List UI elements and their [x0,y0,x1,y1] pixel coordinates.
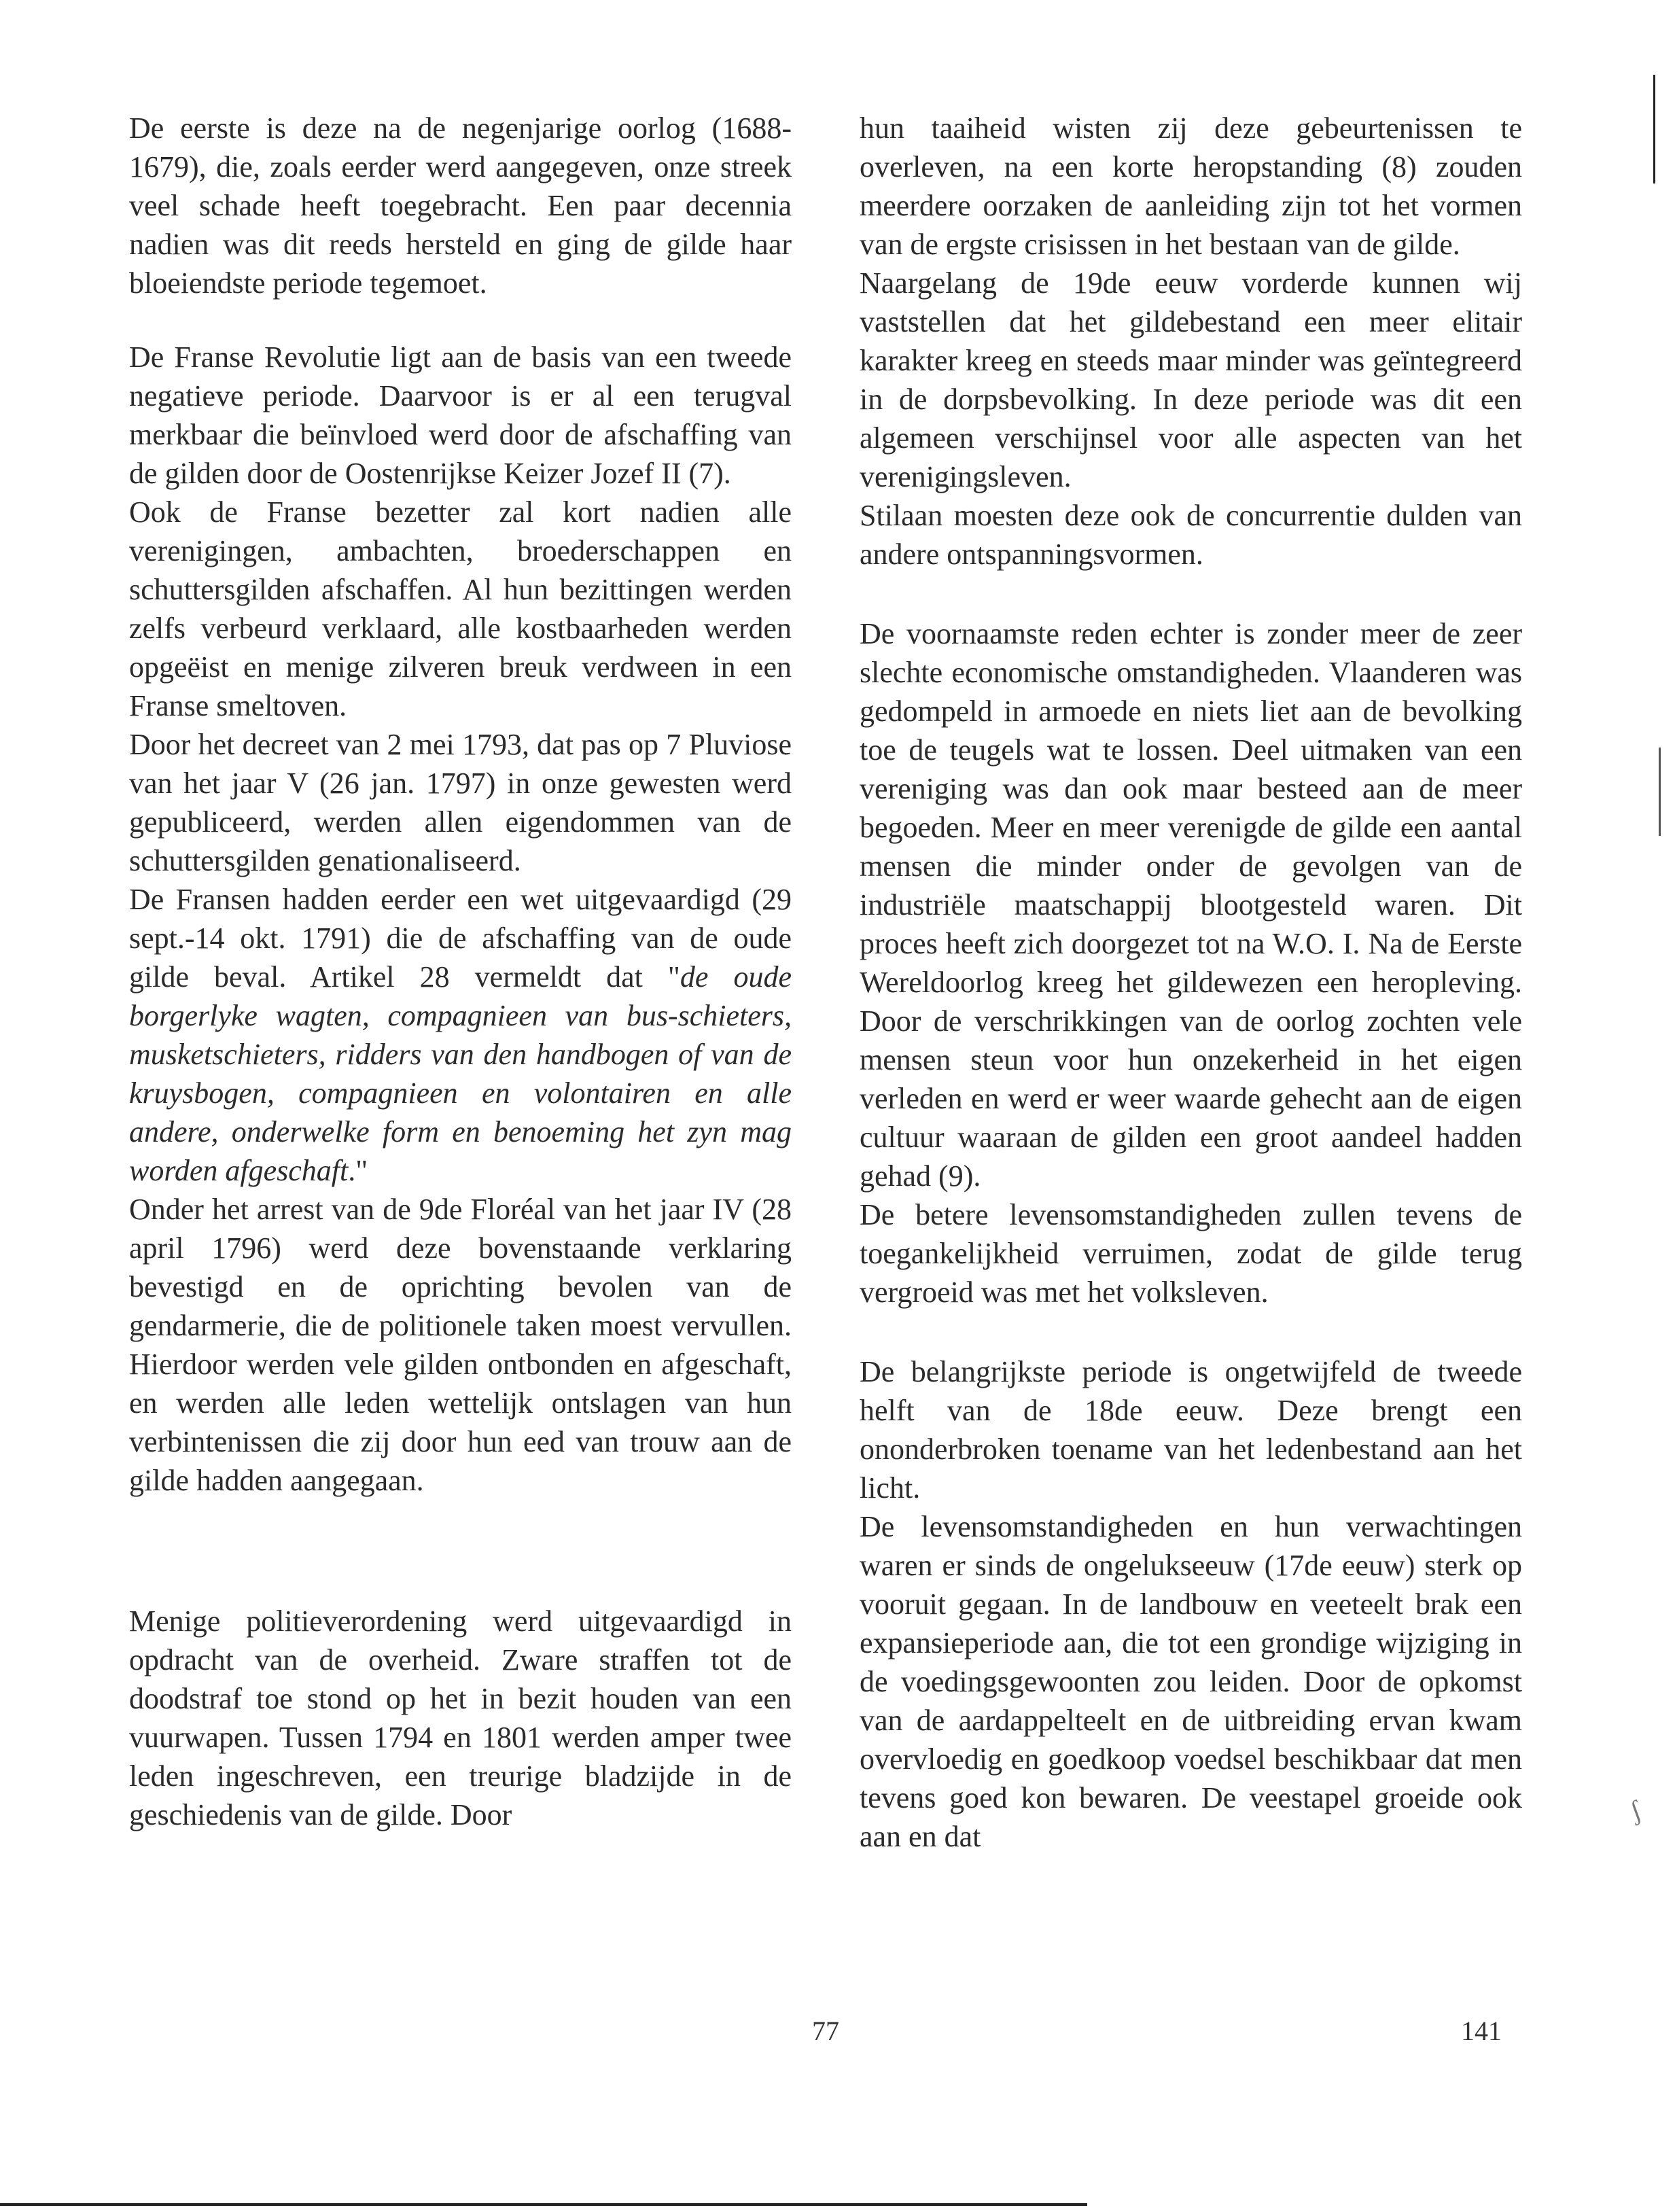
paragraph-verwachtingen: De levensomstandigheden en hun verwachtingen waren er sinds de ongelukseeuw (17de eeuw) sterk op vooruit gegaan. In de landbouw en veeteelt brak een expansieperiode aan, die tot een grondige wijziging in de voedingsgewoonten zou leiden. Door de opkomst van de aardappelteelt en de uitbreiding ervan kwam overvloedig en goedkoop voedsel beschikbaar dat men tevens goed kon bewaren. De veestapel groeide ook aan en dat [860,1510,1522,1853]
paragraph-economische-omstandigheden: De voornaamste reden echter is zonder meer de zeer slechte economische omstandigheden. Vlaanderen was gedompeld in armoede en niets liet aan de bevolking toe de teugels wat te lossen. Deel uitmaken van een vereniging was dan ook maar besteed aan de meer begoeden. Meer en meer verenigde de gilde een aantal mensen die minder onder de gevolgen van de industriële maatschappij blootgesteld waren. Dit proces heeft zich doorgezet tot na W.O. I. Na de Eerste Wereldoorlog kreeg het gildewezen een heropleving. Door de verschrikkingen van de oorlog zochten vele mensen steun voor hun onzekerheid in het eigen verleden en werd er weer waarde gehecht aan de eigen cultuur waaraan de gilden een groot aandeel hadden gehad (9). [860,617,1522,1193]
scan-bottom-edge [0,2203,1087,2206]
left-column [129,109,792,1834]
paragraph-wet-1791 [129,880,792,1190]
wet-1791-close: ." [348,1154,368,1187]
paragraph-negenjarige-oorlog: De eerste is deze na de negenjarige oorlog (1688-1679), die, zoals eerder werd aangegeven, onze streek veel schade heeft toegebracht. Een paar decennia nadien was dit reeds hersteld en ging de gilde haar bloeiendste periode tegemoet. [129,111,792,300]
paragraph-decreet-1793: Door het decreet van 2 mei 1793, dat pas op 7 Pluviose van het jaar V (26 jan. 1797) in onze gewesten werd gepubliceerd, werden allen eigendommen van de schuttersgilden genationaliseerd. [129,728,792,877]
paragraph-levensomstandigheden: De betere levensomstandigheden zullen tevens de toegankelijkheid verruimen, zodat de gilde terug vergroeid was met het volksleven. [860,1198,1522,1309]
paragraph-franse-revolutie: De Franse Revolutie ligt aan de basis van een tweede negatieve periode. Daarvoor is er al een terugval merkbaar die beïnvloed werd door de afschaffing van de gilden door de Oostenrijkse Keizer Jozef II (7). [129,340,792,490]
paragraph-politieverordening: Menige politieverordening werd uitgevaardigd in opdracht van de overheid. Zware straffen tot de doodstraf toe stond op het in bezit houden van een vuurwapen. Tussen 1794 en 1801 werden amper twee leden ingeschreven, een treurige bladzijde in de geschiedenis van de gilde. Door [129,1604,792,1831]
page-number-right: 141 [1461,2016,1502,2046]
scan-edge-line-lower [1659,748,1661,836]
paragraph-concurrentie: Stilaan moesten deze ook de concurrentie dulden van andere ontspanningsvormen. [860,499,1522,571]
paragraph-belangrijkste-periode: De belangrijkste periode is ongetwijfeld de tweede helft van de 18de eeuw. Deze brengt een ononderbroken toename van het ledenbestand aan het licht. [860,1355,1522,1505]
wet-1791-text: De Fransen hadden eerder een wet uitgevaardigd (29 sept.-14 okt. 1791) die de afschaffing van de oude gilde beval. Artikel 28 vermeldt dat " [129,883,792,994]
paragraph-taaiheid: hun taaiheid wisten zij deze gebeurtenissen te overleven, na een korte heropstanding (8) zouden meerdere oorzaken de aanleiding zijn tot het vormen van de ergste crisissen in het bestaan van de gilde. [860,111,1522,261]
right-column [860,109,1522,1856]
pencil-mark-icon: ʃ [1625,1794,1645,1826]
paragraph-19de-eeuw: Naargelang de 19de eeuw vorderde kunnen wij vaststellen dat het gildebestand een meer elitair karakter kreeg en steeds maar minder was geïntegreerd in de dorpsbevolking. In deze periode was dit een algemeen verschijnsel voor alle aspecten van het verenigingsleven. [860,266,1522,493]
paragraph-arrest-floreal: Onder het arrest van de 9de Floréal van het jaar IV (28 april 1796) werd deze bovenstaande verklaring bevestigd en de oprichting bevolen van de gendarmerie, die de politionele taken moest vervullen. Hierdoor werden vele gilden ontbonden en afgeschaft, en werden alle leden wettelijk ontslagen van hun verbintenissen die zij door hun eed van trouw aan de gilde hadden aangegaan. [129,1193,792,1497]
artikel-28-quote: de oude borgerlyke wagten, compagnieen van bus-schieters, musketschieters, ridders van den handbogen of van de kruysbogen, compagnieen en volontairen en alle andere, onderwelke form en benoeming het zyn mag worden afgeschaft [129,960,792,1187]
scan-edge-line [1653,75,1655,183]
page-number-left: 77 [812,2016,839,2046]
paragraph-franse-bezetter: Ook de Franse bezetter zal kort nadien alle verenigingen, ambachten, broederschappen en schuttersgilden afschaffen. Al hun bezittingen werden zelfs verbeurd verklaard, alle kostbaarheden werden opgeëist en menige zilveren breuk verdween in een Franse smeltoven. [129,495,792,722]
